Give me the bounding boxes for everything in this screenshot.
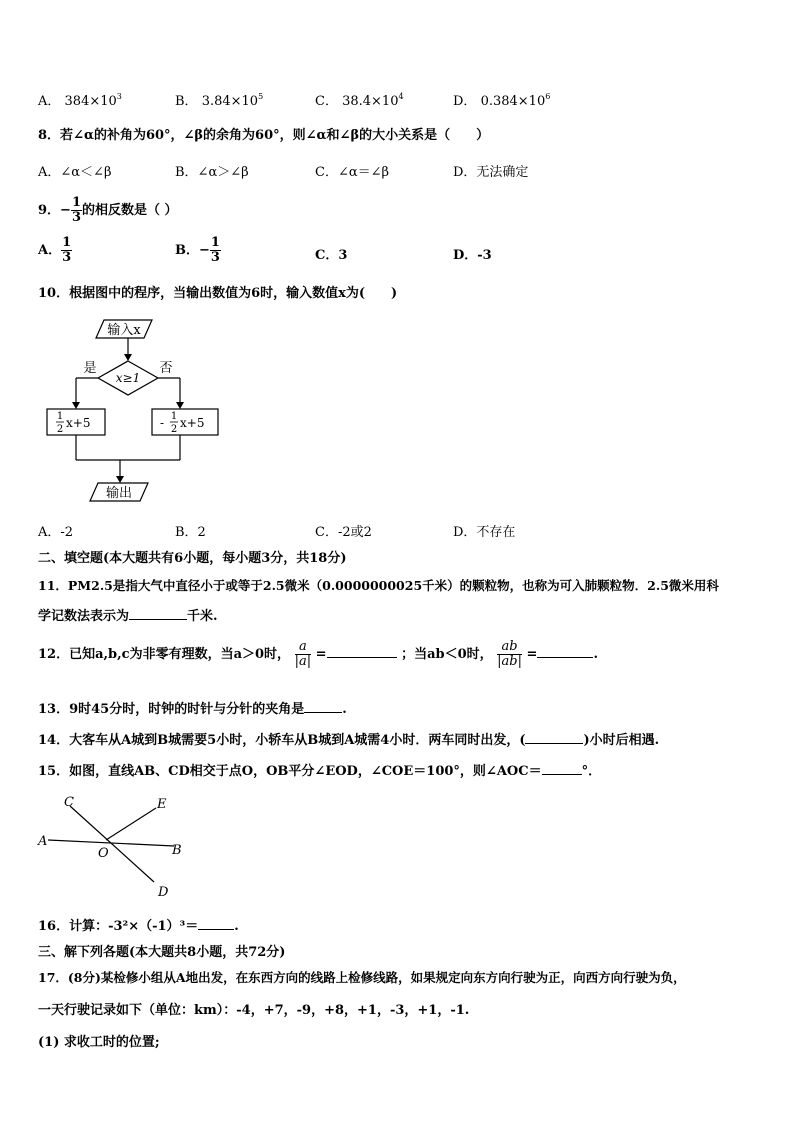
flow-no-label: 否	[159, 361, 173, 376]
q9-option-d: D．-3	[453, 248, 492, 263]
q12-stem: 12．已知a,b,c为非零有理数，当a＞0时， $\frac{a}{|a|}$ = ；当ab＜0时， $\frac{ab}{|ab|}$ = .	[38, 639, 598, 669]
q16-stem: 16．计算：-3²×（-1）³＝ .	[38, 919, 239, 934]
svg-text:1: 1	[56, 411, 64, 422]
flow-yes-label: 是	[83, 361, 97, 376]
q7-option-a: A． $384\times 10^3$	[38, 92, 122, 109]
flow-left-text: x+5	[66, 416, 91, 430]
q17-line2: 一天行驶记录如下（单位：km）：-4，+7，-9，+8，+1，-3，+1，-1.	[38, 1003, 470, 1018]
q17-line1: 17．(8分)某检修小组从A地出发，在东西方向的线路上检修线路，如果规定向东方向行驶为正，向西方向行驶为负，	[38, 970, 686, 985]
svg-text:2: 2	[56, 424, 64, 435]
q9-option-b: B．− $\frac{1}{3}$	[175, 235, 220, 265]
q11-line1: 11．PM2.5是指大气中直径小于或等于2.5微米（0.0000000025千米）的颗粒物，也称为可入肺颗粒物．2.5微米用科	[38, 578, 719, 593]
svg-text:2: 2	[170, 424, 178, 435]
q17-sub1: (1) 求收工时的位置;	[38, 1035, 160, 1050]
label-a: A	[38, 834, 48, 849]
section3-heading: 三、解下列各题(本大题共8小题，共72分)	[38, 945, 286, 960]
q11-line2: 学记数法表示为 千米.	[38, 609, 218, 624]
svg-text:1: 1	[170, 411, 178, 422]
q8-option-b: B．∠α＞∠β	[175, 165, 249, 180]
q7-option-c: C． $38.4\times 10^4$	[315, 92, 404, 109]
q9-stem: 9．− $\frac{1}{3}$ 的相反数是（ ）	[38, 195, 178, 225]
label-c: C	[64, 795, 74, 810]
flow-right-text: x+5	[180, 416, 205, 430]
label-b: B	[172, 843, 182, 858]
q9-option-a: A． $\frac{1}{3}$	[38, 235, 72, 265]
q9-option-c: C．3	[315, 248, 348, 263]
flow-condition-text: x≥1	[115, 371, 141, 385]
ray-oe	[106, 808, 156, 840]
label-d: D	[158, 885, 169, 900]
q14-stem: 14．大客车从A城到B城需要5小时，小轿车从B城到A城需4小时．两车同时出发，( )小时后相遇.	[38, 733, 660, 748]
q8-option-c: C．∠α＝∠β	[315, 165, 390, 180]
q8-stem: 8．若∠α的补角为60°，∠β的余角为60°，则∠α和∠β的大小关系是（ ）	[38, 128, 490, 143]
q10-option-c: C．-2或2	[315, 525, 372, 540]
q13-stem: 13．9时45分时，时钟的时针与分针的夹角是 .	[38, 702, 347, 717]
q10-option-b: B．2	[175, 525, 206, 540]
q15-figure	[34, 790, 204, 902]
flow-input-text: 输入x	[107, 323, 141, 338]
q10-flowchart	[40, 314, 240, 509]
q15-stem: 15．如图，直线AB、CD相交于点O，OB平分∠EOD，∠COE＝100°，则∠AOC＝ °．	[38, 764, 602, 779]
svg-text:-: -	[160, 416, 165, 430]
q7-option-b: B． $3.84\times 10^5$	[175, 92, 264, 109]
flow-output-text: 输出	[105, 486, 133, 501]
q10-stem: 10．根据图中的程序，当输出数值为6时，输入数值x为( )	[38, 286, 398, 301]
label-e: E	[157, 797, 167, 812]
section2-heading: 二、填空题(本大题共有6小题，每小题3分，共18分)	[38, 551, 347, 566]
q7-option-d: D． $0.384\times 10^6$	[453, 92, 551, 109]
q10-option-a: A．-2	[38, 525, 74, 540]
q10-option-d: D．不存在	[453, 525, 516, 540]
q8-option-d: D．无法确定	[453, 165, 529, 180]
q8-option-a: A．∠α＜∠β	[38, 165, 112, 180]
label-o: O	[98, 846, 109, 861]
